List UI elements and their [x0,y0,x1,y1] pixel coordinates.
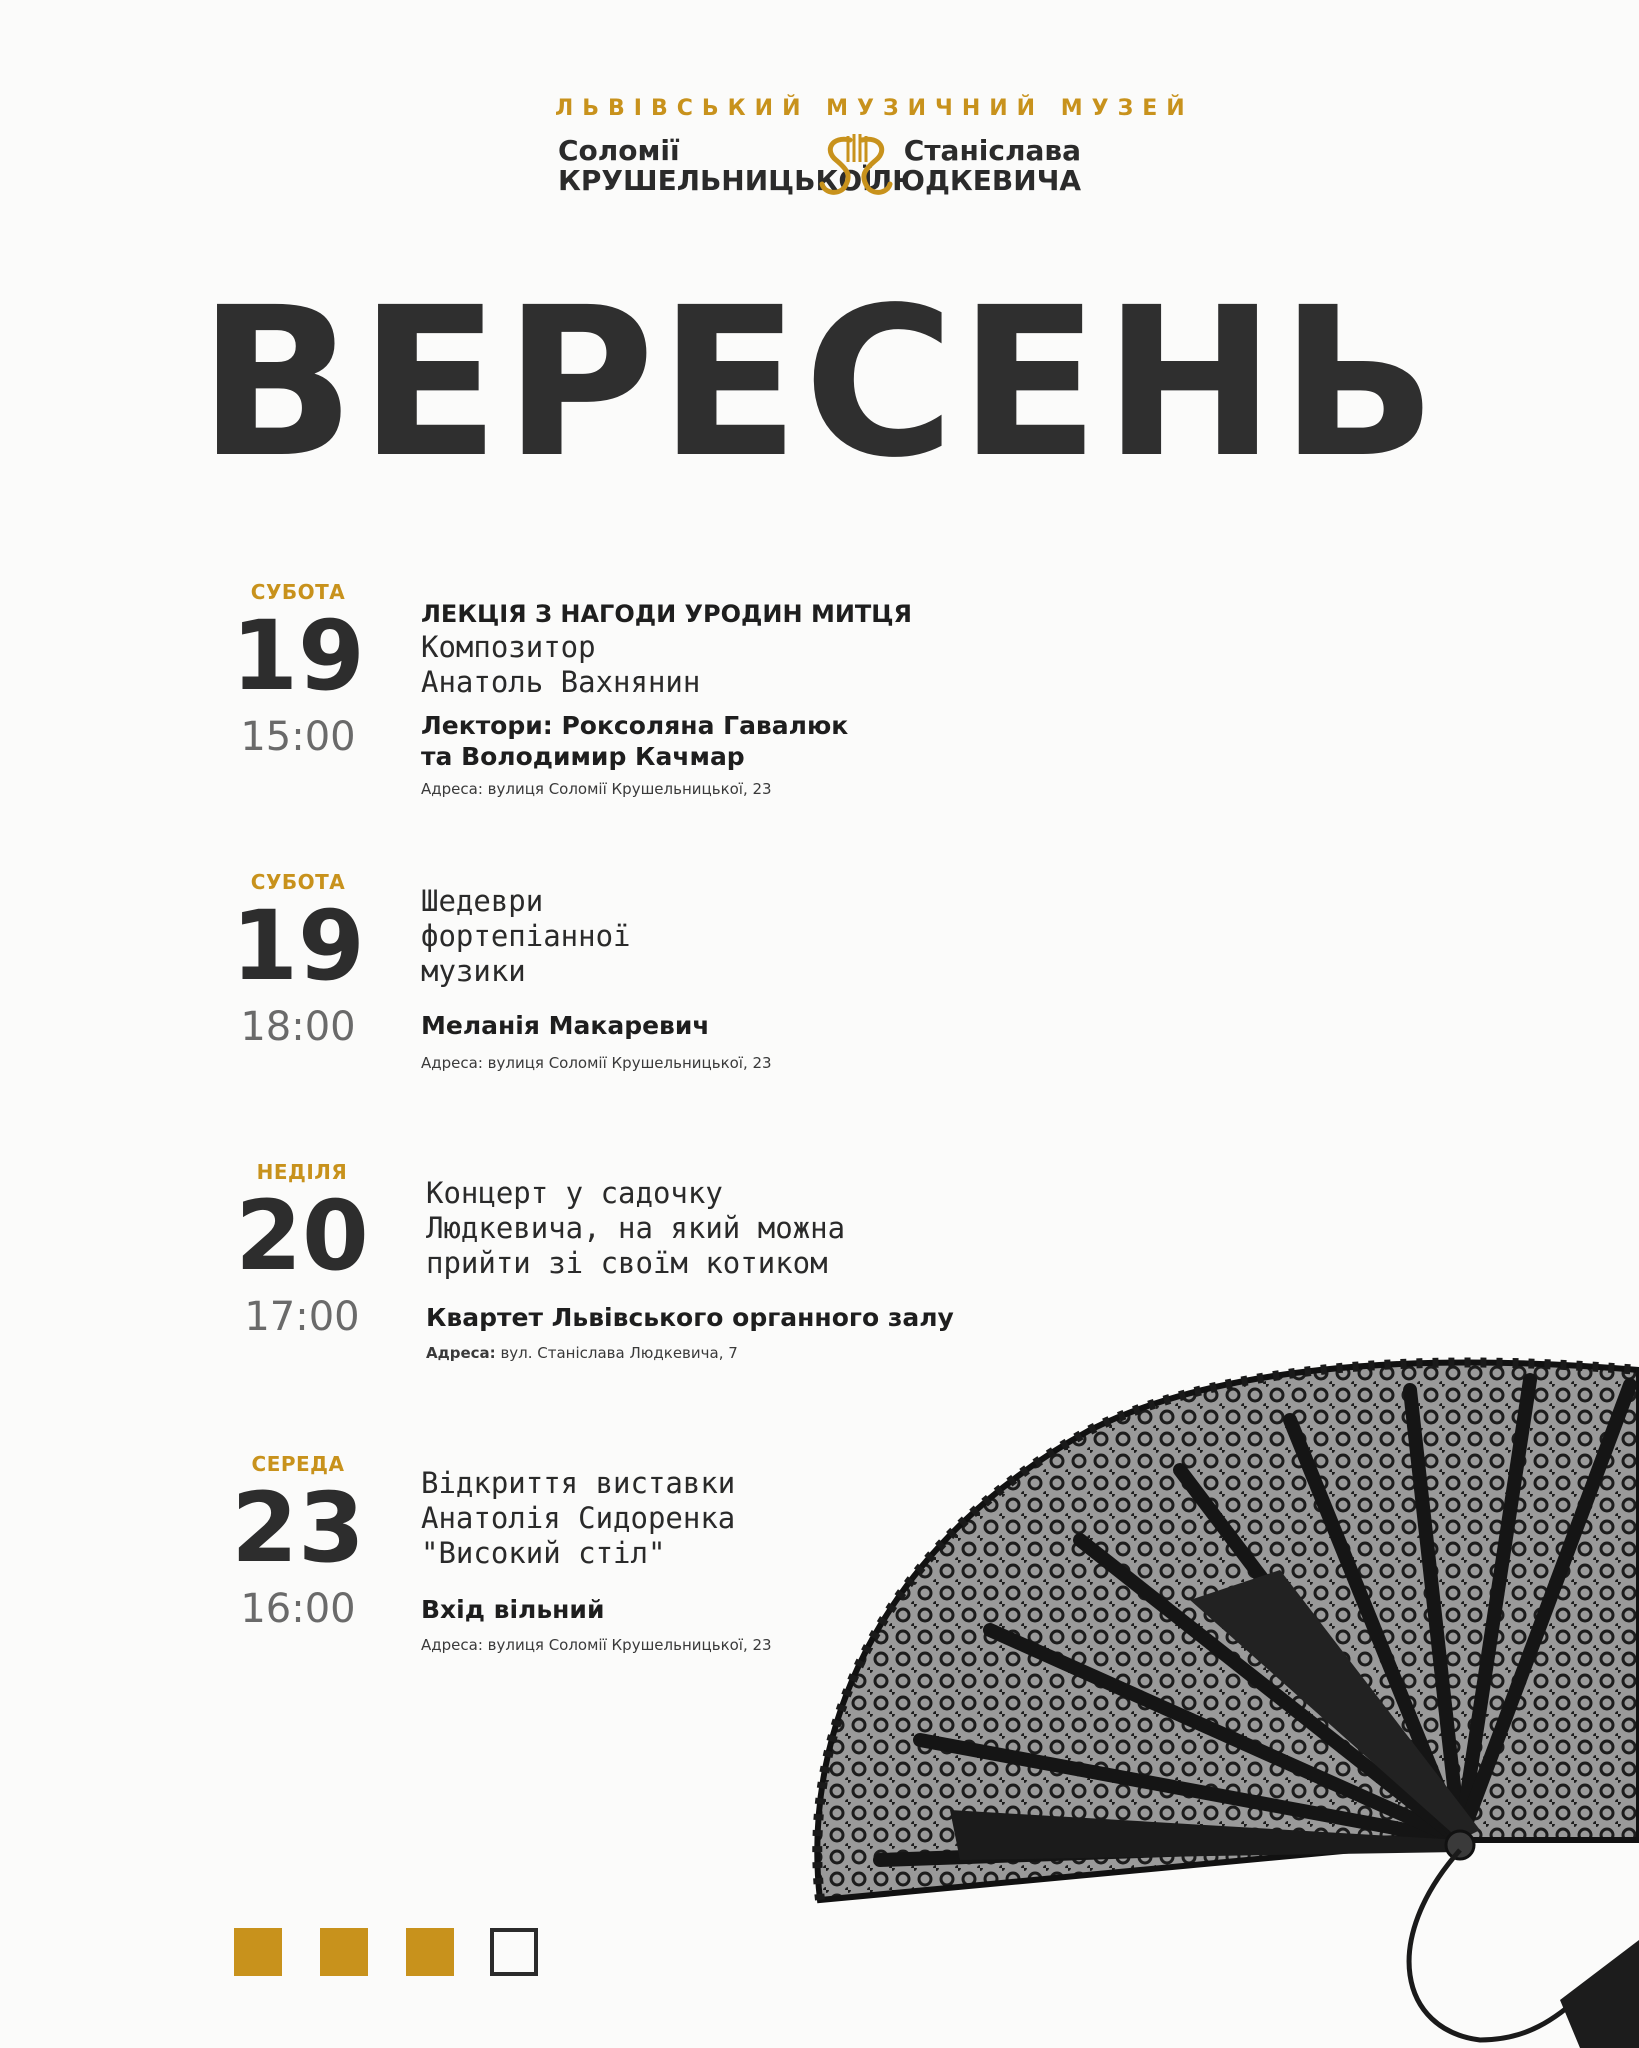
event-address-value: вул. Станіслава Людкевича, 7 [500,1344,738,1362]
event-address-label: Адреса: [426,1344,496,1362]
page-dot-filled [320,1928,368,1976]
logo-right-line2: ЛЮДКЕВИЧА [868,164,1081,197]
page-dot-empty [490,1928,538,1976]
event-title: Концерт у садочку Людкевича, на який можна прийти зі своїм котиком [426,1176,846,1280]
event-address: Адреса: вулиця Соломії Крушельницької, 23 [421,1054,772,1072]
event-weekday: НЕДІЛЯ [256,1160,348,1184]
event-address: Адреса: вулиця Соломії Крушельницької, 23 [421,780,772,798]
event-title: Шедеври фортепіанної музики [421,884,631,988]
event-item [0,580,1639,840]
event-date: 19 [231,890,365,1002]
event-time: 17:00 [244,1294,360,1340]
event-item [0,870,1639,1130]
logo-right-line1: Станіслава [903,134,1081,167]
event-weekday: СУБОТА [250,580,346,604]
event-date: 23 [231,1472,365,1584]
event-performer: Меланія Макаревич [421,1011,710,1040]
lyre-ss-monogram-icon [818,132,894,200]
museum-logo [0,96,1639,206]
event-address [426,1344,738,1362]
event-title: Відкриття виставки Анатолія Сидоренка "Високий стіл" [421,1466,736,1570]
page-dot-filled [406,1928,454,1976]
event-time: 16:00 [240,1586,356,1632]
page-dot-filled [234,1928,282,1976]
black-lace-fan-icon [760,1340,1639,2048]
event-time: 18:00 [240,1004,356,1050]
logo-left-line2: КРУШЕЛЬНИЦЬКОЇ [558,164,873,197]
event-weekday: СЕРЕДА [251,1452,345,1476]
month-title: ВЕРЕСЕНЬ [198,263,1441,503]
event-title: Композитор Анатоль Вахнянин [421,630,701,699]
event-performer: Лектори: Роксоляна Гавалюк та Володимир Качмар [421,711,849,771]
logo-left-line1: Соломії [558,134,680,167]
event-time: 15:00 [240,714,356,760]
museum-name: ЛЬВІВСЬКИЙ МУЗИЧНИЙ МУЗЕЙ [555,96,1194,121]
event-date: 20 [235,1180,369,1292]
event-performer: Вхід вільний [421,1595,605,1624]
event-date: 19 [231,600,365,712]
event-address: Адреса: вулиця Соломії Крушельницької, 23 [421,1636,772,1654]
event-weekday: СУБОТА [250,870,346,894]
event-performer: Квартет Львівського органного залу [426,1303,954,1332]
page-indicator [234,1928,554,1978]
event-label: ЛЕКЦІЯ З НАГОДИ УРОДИН МИТЦЯ [421,600,913,628]
